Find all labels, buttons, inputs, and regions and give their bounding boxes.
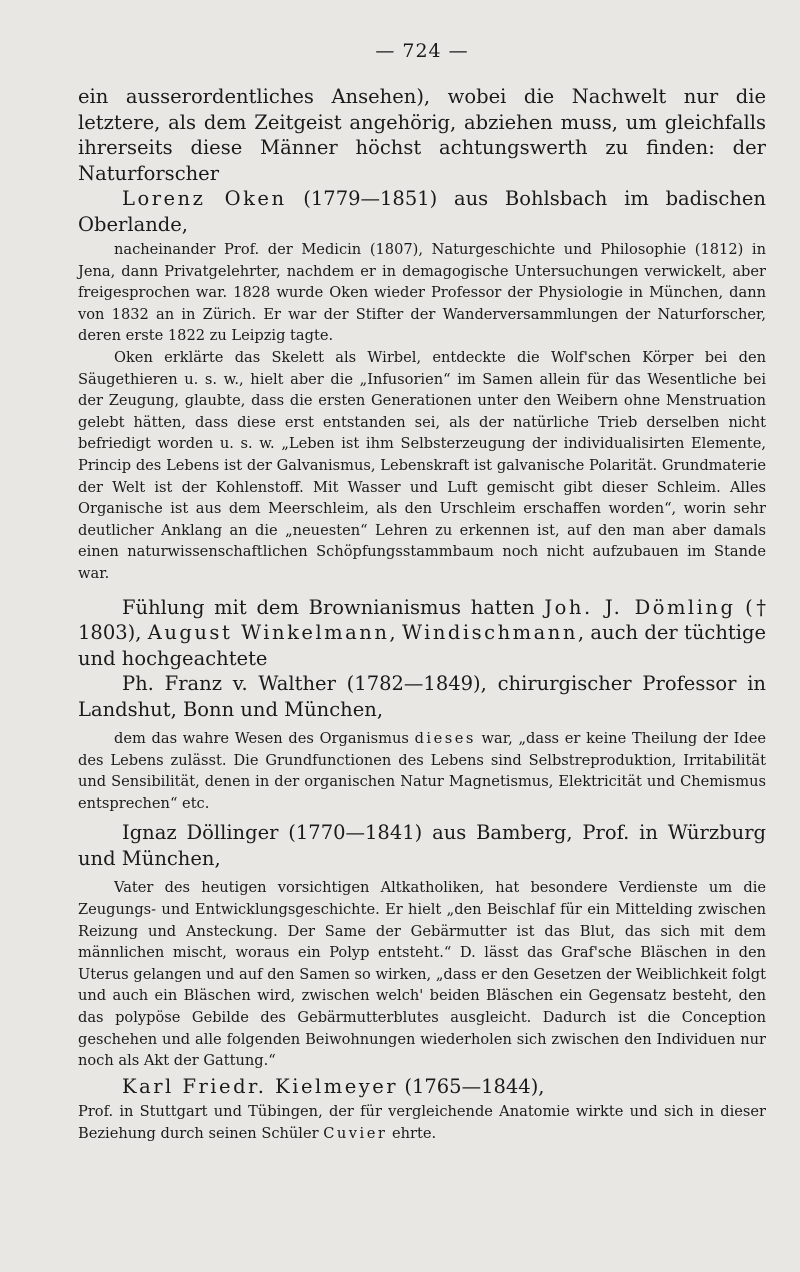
page-number: — 724 — [375, 40, 469, 62]
heading-walther: Ph. Franz v. Walther (1782—1849), chirurgischer Professor in Landshut, Bonn und München, [78, 672, 766, 721]
oken-biography: nacheinander Prof. der Medicin (1807), Naturgeschichte und Philosophie (1812) in Jena, dann Privatgelehrter, nachdem er in demagogische Untersuchungen verwickelt, aber freigesprochen war. 1828 wurde Oken wieder Professor der Physiologie in München, dann von 1832 an in Zürich. Er war der Stifter der Wanderversammlungen der Naturforscher, deren erste 1822 zu Leipzig tagte. [78, 241, 766, 345]
heading-oken [78, 186, 766, 237]
brownianism-text-4: , auch der tüchtige und hochgeachtete [78, 621, 766, 670]
brownianism-paragraph [78, 595, 766, 672]
walther-description [78, 728, 766, 814]
person-name-windischmann: Windischmann [401, 621, 578, 644]
walther-emphasis: dieses [414, 730, 476, 747]
brownianism-text-1: Fühlung mit dem Brownianismus hatten [122, 595, 545, 619]
brownianism-text-2: († 1803), [78, 595, 767, 644]
heading-doellinger: Ignaz Döllinger (1770—1841) aus Bamberg, Prof. in Würzburg und München, [78, 821, 766, 870]
heading-kielmeyer-rest: (1765—1844), [398, 1074, 545, 1098]
walther-text-2: war, „dass er keine Theilung der Idee des Lebens zulässt. Die Grundfunctionen des Lebens sind Selbstreproduktion, Irritabilität und Sensibilität, denen in der organischen Natur Magnetismus, Elektricität und Chemismus entsprechen“ etc. [78, 730, 766, 812]
person-name-winkelmann: August Winkelmann [147, 621, 390, 644]
kielmeyer-text-2: ehrte. [387, 1124, 437, 1142]
person-name-oken: Lorenz Oken [122, 187, 287, 210]
oken-theories: Oken erklärte das Skelett als Wirbel, entdeckte die Wolf'schen Körper bei den Säugethieren u. s. w., hielt aber die „Infusorien“ im Samen allein für das Wesentliche bei der Zeugung, glaubte, dass die ersten Generationen unter den Weibern ohne Menstruation gelebt hätten, dass diese erst entstanden sei, als der natürliche Trieb derselben nicht befriedigt worden u. s. w. „Leben ist ihm Selbsterzeugung der individualisirten Elemente, Princip des Lebens ist der Galvanismus, Lebenskraft ist galvanische Polarität. Grundmaterie der Welt ist der Kohlenstoff. Mit Wasser und Luft gemischt gibt dieser Schleim. Alles Organische ist aus dem Meerschleim, als den Urschleim erschaffen worden“, worin sehr deutlicher Anklang an die „neuesten“ Lehren zu erkennen ist, auf den man aber damals einen naturwissenschaftlichen Schöpfungsstammbaum noch nicht aufzubauen im Stande war. [78, 348, 766, 582]
intro-paragraph: ein ausserordentliches Ansehen), wobei die Nachwelt nur die letztere, als dem Zeitgeist angehörig, abziehen muss, um gleichfalls ihrerseits diese Männer höchst achtungswerth zu finden: der Naturforscher [78, 85, 766, 185]
doellinger-description: Vater des heutigen vorsichtigen Altkatholiken, hat besondere Verdienste um die Zeugungs- und Entwicklungsgeschichte. Er hielt „den Beischlaf für ein Mittelding zwischen Reizung und Ansteckung. Der Same der Gebärmutter ist das Blut, das sich mit dem männlichen mischt, woraus ein Polyp entsteht.“ D. lässt das Graf'sche Bläschen in den Uterus gelangen und auf den Samen so wirken, „dass er den Gesetzen der Weiblichkeit folgt und auch ein Bläschen wird, zwischen welch' beiden Bläschen ein Gegensatz besteht, den das polypöse Gebilde des Gebärmutterblutes ausgleicht. Dadurch ist die Conception geschehen und alle folgenden Beiwohnungen wiederholen sich zwischen den Individuen nur noch als Akt der Gattung.“ [78, 879, 766, 1070]
brownianism-text-3: , [389, 621, 402, 644]
person-name-kielmeyer: Karl Friedr. Kielmeyer [122, 1074, 399, 1098]
person-name-doemling: Joh. J. Dömling [544, 595, 736, 619]
heading-oken-rest: (1779—1851) aus Bohlsbach im badischen Oberlande, [78, 187, 766, 236]
heading-kielmeyer [78, 1074, 766, 1100]
walther-text-1: dem das wahre Wesen des Organismus [114, 730, 415, 747]
person-name-cuvier: Cuvier [323, 1124, 388, 1142]
kielmeyer-description [78, 1101, 766, 1144]
kielmeyer-text-1: Prof. in Stuttgart und Tübingen, der für vergleichende Anatomie wirkte und sich in dieser Beziehung durch seinen Schüler [78, 1103, 766, 1142]
